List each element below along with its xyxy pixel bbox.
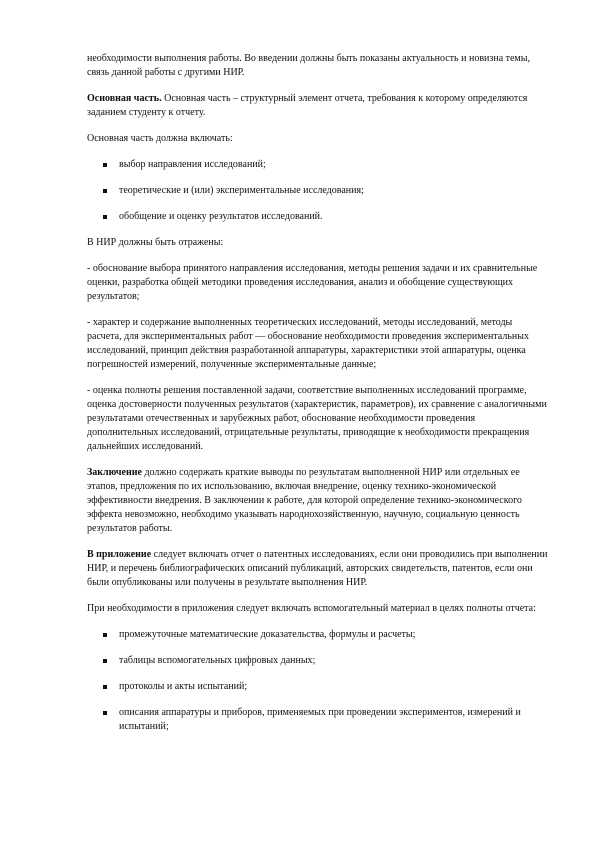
appendix-extra-intro: При необходимости в приложения следует включать вспомогательный материал в целях полноты отчета: bbox=[87, 603, 536, 614]
nir-reflect-item: - характер и содержание выполненных теоретических исследований, методы исследований, методы расчета, для экспериментальных работ — обоснование необходимости проведения экспериментальных исследований, принцип действия разработанной аппаратуры, характеристики этой аппаратуры, оценка погрешностей измерений, полученные экспериментальные данные; bbox=[87, 317, 529, 370]
document-page bbox=[87, 52, 549, 746]
nir-reflect-item: - обоснование выбора принятого направления исследования, методы решения задачи и их сравнительные оценки, разработка общей методики проведения исследования, анализ и обобщение существующих результатов; bbox=[87, 263, 538, 302]
bullet-icon bbox=[103, 685, 107, 689]
nir-reflect-intro: В НИР должны быть отражены: bbox=[87, 237, 224, 248]
conclusion-paragraph bbox=[87, 466, 549, 536]
intro-tail-paragraph: необходимости выполнения работы. Во введении должны быть показаны актуальность и новизна темы, связь данной работы с другими НИР. bbox=[87, 53, 530, 78]
conclusion-text: должно содержать краткие выводы по результатам выполненной НИР или отдельных ее этапов, предложения по их использованию, включая внедрение, оценку технико-экономической эффективности внедрения. В заключении к работе, для которой определение технико-экономического эффекта невозможно, необходимо указывать народнохозяйственную, научную, социальную ценность результатов работы. bbox=[87, 467, 522, 534]
appendix-extra-list bbox=[87, 628, 549, 734]
bullet-icon bbox=[103, 215, 107, 219]
main-part-heading: Основная часть. bbox=[87, 93, 162, 104]
appendix-text: следует включать отчет о патентных исследованиях, если они проводились при выполнении НИР, и перечень библиографических описаний публикаций, авторских свидетельств, патентов, если они были опубликованы или получены в результате выполнения НИР. bbox=[87, 549, 548, 588]
main-includes-list bbox=[87, 158, 549, 224]
bullet-icon bbox=[103, 189, 107, 193]
main-part-text: Основная часть – структурный элемент отчета, требования к которому определяются заданием студенту к отчету. bbox=[87, 93, 528, 118]
list-item: промежуточные математические доказательства, формулы и расчеты; bbox=[87, 628, 549, 642]
appendix-heading: В приложение bbox=[87, 549, 152, 560]
list-item: выбор направления исследований; bbox=[87, 158, 549, 172]
main-part-paragraph bbox=[87, 92, 549, 120]
list-item: описания аппаратуры и приборов, применяемых при проведении экспериментов, измерений и испытаний; bbox=[87, 706, 549, 734]
nir-reflect-item: - оценка полноты решения поставленной задачи, соответствие выполненных исследований программе, оценка достоверности полученных результатов (характеристик, параметров), их сравнение с аналогичными результатами отечественных и зарубежных работ, обоснование необходимости проведения дополнительных исследований, отрицательные результаты, приводящие к необходимости прекращения дальнейших исследований. bbox=[87, 385, 547, 452]
bullet-icon bbox=[103, 633, 107, 637]
list-item: теоретические и (или) экспериментальные исследования; bbox=[87, 184, 549, 198]
appendix-paragraph bbox=[87, 548, 549, 590]
bullet-icon bbox=[103, 659, 107, 663]
conclusion-heading: Заключение bbox=[87, 467, 142, 478]
main-includes-intro: Основная часть должна включать: bbox=[87, 133, 233, 144]
list-item: таблицы вспомогательных цифровых данных; bbox=[87, 654, 549, 668]
list-item: протоколы и акты испытаний; bbox=[87, 680, 549, 694]
bullet-icon bbox=[103, 163, 107, 167]
bullet-icon bbox=[103, 711, 107, 715]
list-item: обобщение и оценку результатов исследований. bbox=[87, 210, 549, 224]
